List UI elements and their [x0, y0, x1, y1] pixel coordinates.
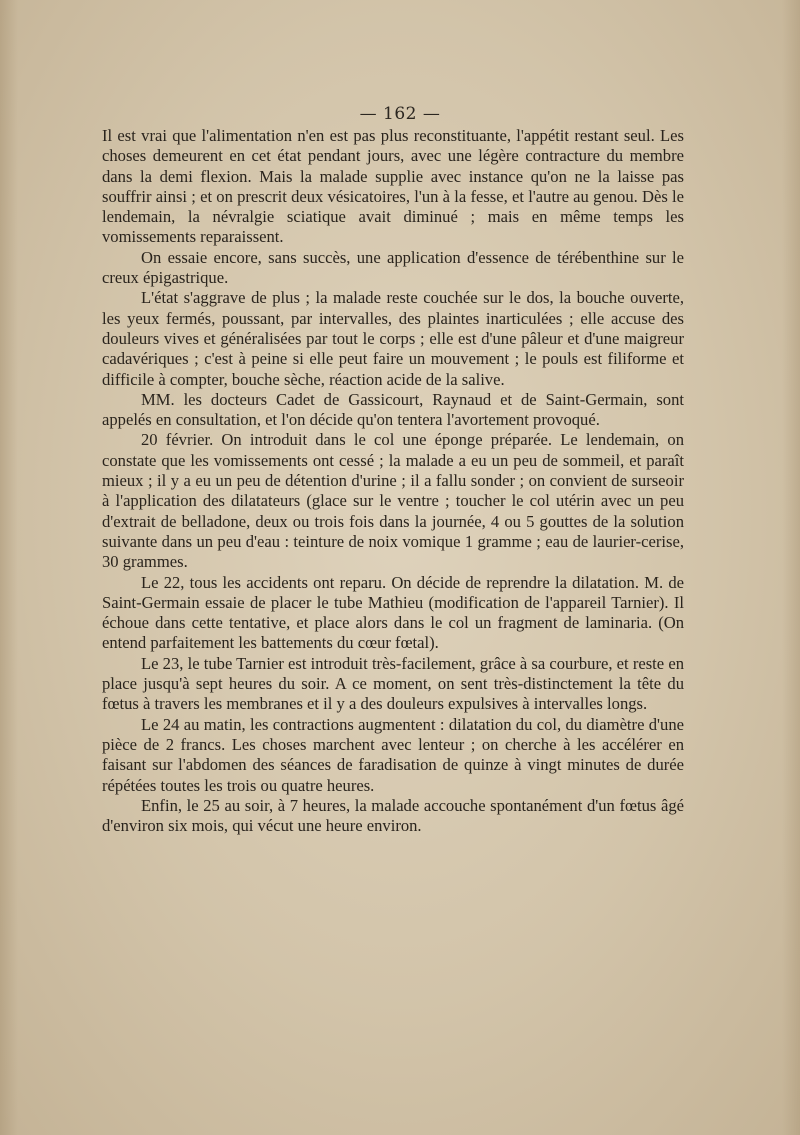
paragraph: Le 23, le tube Tarnier est introduit très-facilement, grâce à sa courbure, et reste en place jusqu'à sept heures du soir. A ce moment, on sent très-distinctement la tête du fœtus à travers les membranes et il y a des douleurs expulsives à intervalles longs.: [102, 653, 684, 714]
paragraph: Il est vrai que l'alimentation n'en est pas plus reconstituante, l'appétit restant seul. Les choses demeurent en cet état pendant jours, avec une légère contracture du membre dans la demi flexion. Mais la malade supplie avec instance qu'on ne la laisse pas souffrir ainsi ; et on prescrit deux vésicatoires, l'un à la fesse, et l'autre au genou. Dès le lendemain, la névralgie sciatique avait diminué ; mais en même temps les vomissements reparaissent.: [102, 126, 684, 247]
paragraph: On essaie encore, sans succès, une application d'essence de térébenthine sur le creux épigastrique.: [102, 247, 684, 288]
paragraph: Le 22, tous les accidents ont reparu. On décide de reprendre la dilatation. M. de Saint-Germain essaie de placer le tube Mathieu (modification de l'appareil Tarnier). Il échoue dans cette tentative, et place alors dans le col un fragment de laminaria. (On entend parfaitement les battements du cœur fœtal).: [102, 572, 684, 653]
paragraph: L'état s'aggrave de plus ; la malade reste couchée sur le dos, la bouche ouverte, les yeux fermés, poussant, par intervalles, des plaintes inarticulées ; elle accuse des douleurs vives et généralisées par tout le corps ; elle est d'une pâleur et d'une maigreur cadavériques ; c'est à peine si elle peut faire un mouvement ; le pouls est filiforme et difficile à compter, bouche sèche, réaction acide de la salive.: [102, 288, 684, 389]
paragraph: 20 février. On introduit dans le col une éponge préparée. Le lendemain, on constate que les vomissements ont cessé ; la malade a eu un peu de sommeil, et paraît mieux ; il y a eu un peu de détention d'urine ; il a fallu sonder ; on convient de surseoir à l'application des dilatateurs (glace sur le ventre ; toucher le col utérin avec un peu d'extrait de belladone, deux ou trois fois dans la journée, 4 ou 5 gouttes de la solution suivante dans un peu d'eau : teinture de noix vomique 1 gramme ; eau de laurier-cerise, 30 grammes.: [102, 430, 684, 572]
paragraph: Le 24 au matin, les contractions augmentent : dilatation du col, du diamètre d'une pièce de 2 francs. Les choses marchent avec lenteur ; on cherche à les accélérer en faisant sur l'abdomen des séances de faradisation de quinze à vingt minutes de durée répétées toutes les trois ou quatre heures.: [102, 714, 684, 795]
page-edge-left: [0, 0, 18, 1135]
paragraph: MM. les docteurs Cadet de Gassicourt, Raynaud et de Saint-Germain, sont appelés en consultation, et l'on décide qu'on tentera l'avortement provoqué.: [102, 389, 684, 430]
paragraph: Enfin, le 25 au soir, à 7 heures, la malade accouche spontanément d'un fœtus âgé d'environ six mois, qui vécut une heure environ.: [102, 795, 684, 836]
page-number: — 162 —: [359, 104, 441, 124]
page-edge-right: [782, 0, 800, 1135]
page-body-text: [102, 126, 684, 836]
